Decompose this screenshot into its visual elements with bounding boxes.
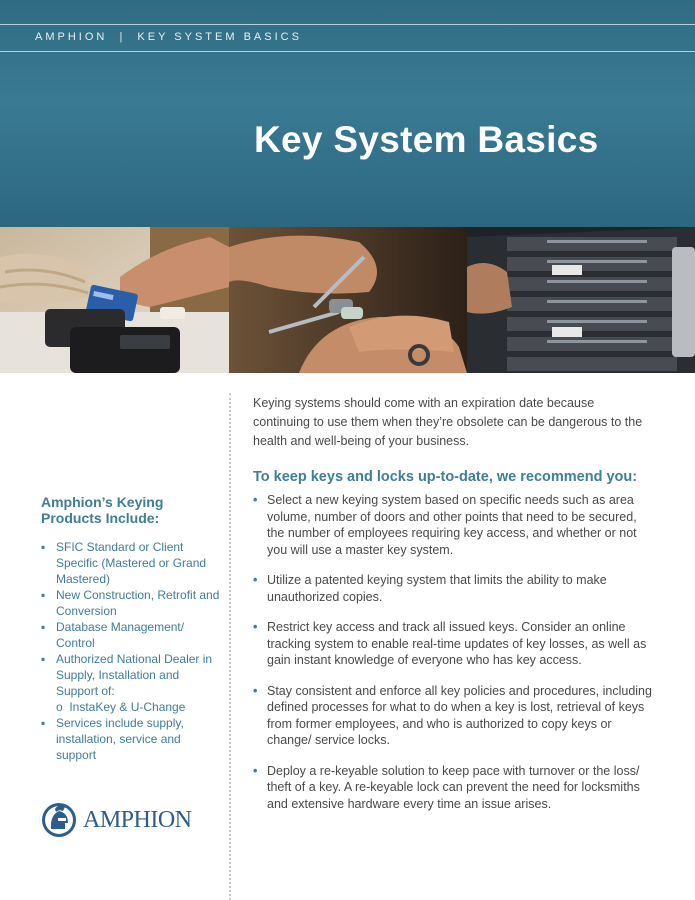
logo-wordmark: AMPHION — [83, 807, 192, 833]
helmet-emblem-icon — [41, 801, 77, 839]
header-top-rule — [0, 24, 695, 25]
sidebar-item-text: Authorized National Dealer in Supply, Installation and Support of: — [56, 652, 213, 698]
sidebar-item-text: New Construction, Retrofit and Conversion — [56, 588, 220, 618]
amphion-logo — [41, 801, 201, 839]
keys-in-hand-photo — [229, 227, 467, 373]
sidebar-list-item — [41, 715, 221, 763]
header-kicker: AMPHION | KEY SYSTEM BASICS — [35, 31, 302, 43]
recommend-heading: To keep keys and locks up-to-date, we recommend you: — [253, 469, 638, 485]
sidebar-list — [41, 539, 221, 763]
recommend-list-item — [253, 619, 653, 669]
header-bottom-rule — [0, 51, 695, 52]
bullet-icon: • — [253, 573, 258, 587]
sidebar-item-text: Database Management/ Control — [56, 620, 185, 650]
bullet-icon: ▪ — [41, 716, 46, 730]
sidebar-list-item — [41, 619, 221, 651]
recommend-item-text: Deploy a re-keyable solution to keep pace with turnover or the loss/ theft of a key. A re-keyable lock can prevent the need for locksmiths and extensive hardware every time an issue arises. — [267, 763, 640, 811]
page-title: Key System Basics — [254, 119, 599, 160]
recommend-item-text: Restrict key access and track all issued keys. Consider an online tracking system to enable real-time updates of key losses, as well as gain instant knowledge of everyone who has key access. — [267, 620, 647, 667]
recommend-list-item — [253, 492, 653, 558]
recommend-item-text: Select a new keying system based on specific needs such as area volume, number of doors and other points that need to be secured, the number of employees requiring key access, and whether or not you will use a master key system. — [267, 493, 637, 557]
bullet-icon: • — [253, 763, 258, 778]
sidebar-subitem: o InstaKey & U-Change — [56, 700, 186, 714]
sidebar-list-item — [41, 651, 221, 715]
recommend-list-item — [253, 763, 653, 813]
sidebar-item-text: Services include supply, installation, service and support — [56, 716, 184, 762]
bullet-icon: • — [253, 683, 258, 698]
sidebar — [41, 494, 221, 763]
photo-strip — [0, 227, 695, 373]
recommend-item-text: Utilize a patented keying system that limits the ability to make unauthorized copies. — [267, 573, 607, 604]
intro-paragraph: Keying systems should come with an expiration date because continuing to use them when they’re obsolete can be dangerous to the health and well-being of your business. — [253, 396, 643, 448]
main-content — [253, 394, 653, 826]
recommend-item-text: Stay consistent and enforce all key policies and procedures, including defined processes for what to do when a key is lost, retrieval of keys from former employees, and who is authorized to copy keys or change/ service locks. — [267, 683, 652, 747]
recommend-list-item — [253, 572, 653, 605]
recommend-list-item — [253, 683, 653, 749]
bullet-icon: ▪ — [41, 588, 46, 602]
sidebar-heading: Amphion’s Keying Products Include: — [41, 494, 164, 526]
sidebar-list-item — [41, 539, 221, 587]
header-banner — [0, 0, 695, 227]
recommend-list — [253, 492, 653, 812]
sidebar-list-item — [41, 587, 221, 619]
card-payment-photo — [0, 227, 229, 373]
bullet-icon: ▪ — [41, 620, 46, 634]
bullet-icon: ▪ — [41, 652, 46, 666]
bullet-icon: ▪ — [41, 540, 46, 554]
sidebar-item-text: SFIC Standard or Client Specific (Mastered or Grand Mastered) — [56, 540, 207, 586]
server-rack-photo — [467, 227, 695, 373]
bullet-icon: • — [253, 493, 258, 507]
column-divider — [229, 393, 231, 900]
bullet-icon: • — [253, 620, 258, 634]
